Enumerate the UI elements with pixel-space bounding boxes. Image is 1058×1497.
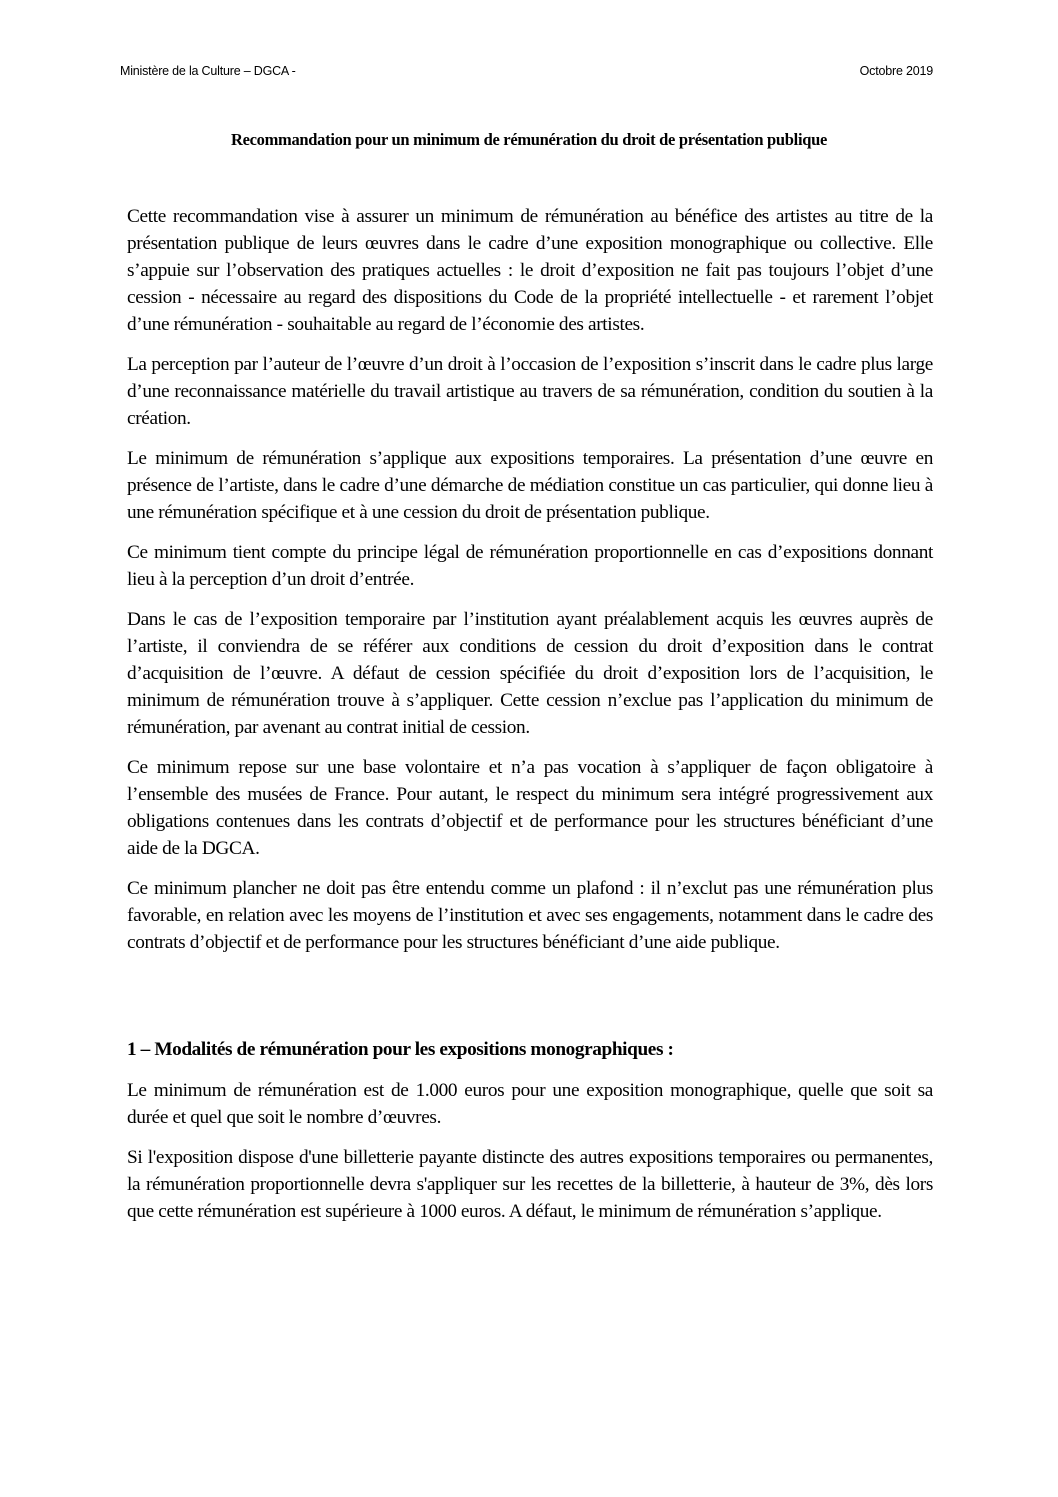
section-paragraph: Si l'exposition dispose d'une billetterie payante distincte des autres expositions temporaires ou permanentes, la rémunération proportionnelle devra s'appliquer sur les recettes de la billetterie, à hauteur de 3%, dès lors que cette rémunération est supérieure à 1000 euros. A défaut, le minimum de rémunération s’applique. [127, 1147, 933, 1222]
intro-paragraph: Dans le cas de l’exposition temporaire par l’institution ayant préalablement acquis les œuvres auprès de l’artiste, il conviendra de se référer aux conditions de cession du droit d’exposition dans le contrat d’acquisition de l’œuvre. A défaut de cession spécifiée du droit d’exposition lors de l’acquisition, le minimum de rémunération trouve à s’appliquer. Cette cession n’exclue pas l’application du minimum de rémunération, par avenant au contrat initial de cession. [127, 609, 933, 738]
section-spacer [127, 969, 933, 1036]
intro-paragraph: Ce minimum repose sur une base volontaire et n’a pas vocation à s’appliquer de façon obligatoire à l’ensemble des musées de France. Pour autant, le respect du minimum sera intégré progressivement aux obligations contenues dans les contrats d’objectif et de performance pour les structures bénéficiant d’une aide de la DGCA. [127, 757, 933, 859]
document-title: Recommandation pour un minimum de rémunération du droit de présentation publique [230, 130, 828, 149]
intro-paragraph: Ce minimum tient compte du principe légal de rémunération proportionnelle en cas d’expositions donnant lieu à la perception d’un droit d’entrée. [127, 542, 933, 590]
intro-paragraph: Ce minimum plancher ne doit pas être entendu comme un plafond : il n’exclut pas une rémunération plus favorable, en relation avec les moyens de l’institution et avec ses engagements, notamment dans le cadre des contrats d’objectif et de performance pour les structures bénéficiant d’une aide publique. [127, 878, 933, 953]
document-body [127, 203, 933, 1238]
section-heading: 1 – Modalités de rémunération pour les expositions monographiques : [127, 1039, 674, 1060]
intro-paragraph: Cette recommandation vise à assurer un minimum de rémunération au bénéfice des artistes au titre de la présentation publique de leurs œuvres dans le cadre d’une exposition monographique ou collective. Elle s’appuie sur l’observation des pratiques actuelles : le droit d’exposition ne fait pas toujours l’objet d’une cession - nécessaire au regard des dispositions du Code de la propriété intellectuelle - et rarement l’objet d’une rémunération - souhaitable au regard de l’économie des artistes. [127, 206, 933, 335]
header-date: Octobre 2019 [859, 64, 933, 78]
intro-paragraph: La perception par l’auteur de l’œuvre d’un droit à l’occasion de l’exposition s’inscrit dans le cadre plus large d’une reconnaissance matérielle du travail artistique au travers de sa rémunération, condition du soutien à la création. [127, 354, 933, 429]
intro-paragraph: Le minimum de rémunération s’applique aux expositions temporaires. La présentation d’une œuvre en présence de l’artiste, dans le cadre d’une démarche de médiation constitue un cas particulier, qui donne lieu à une rémunération spécifique et à une cession du droit de présentation publique. [127, 448, 933, 523]
section-paragraph: Le minimum de rémunération est de 1.000 euros pour une exposition monographique, quelle que soit sa durée et quel que soit le nombre d’œuvres. [127, 1080, 933, 1128]
header-ministry: Ministère de la Culture – DGCA - [120, 64, 296, 78]
